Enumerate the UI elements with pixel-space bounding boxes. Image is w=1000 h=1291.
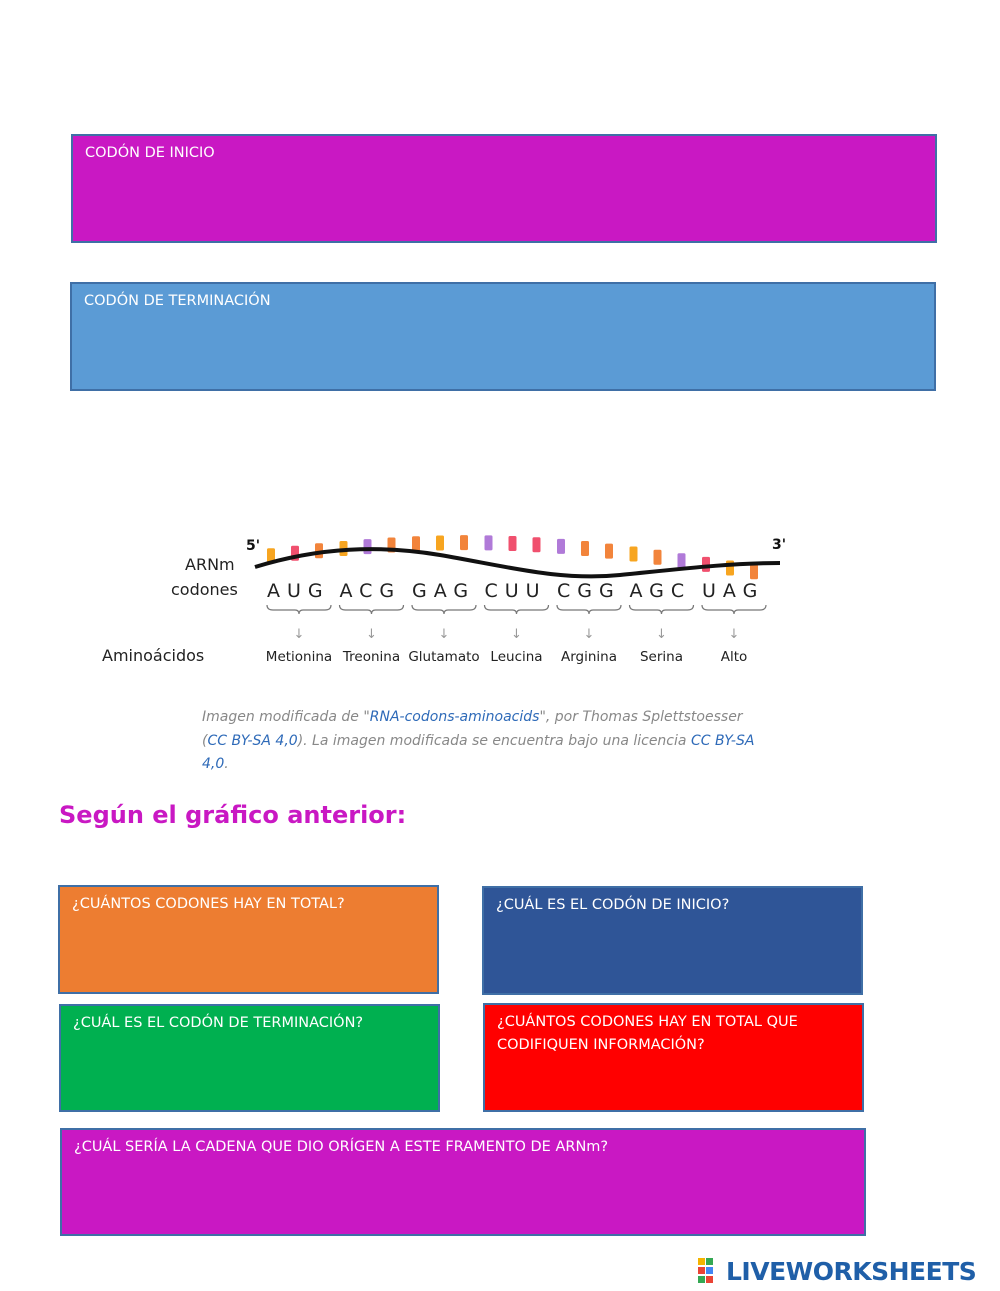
nucleotide-peg xyxy=(581,541,589,556)
arnm-label: ARNm xyxy=(185,555,235,574)
codon-label: ACG xyxy=(339,580,402,602)
caption-text-5: . xyxy=(224,756,229,772)
codon-label: CUU xyxy=(484,580,547,602)
codon-group xyxy=(408,580,479,665)
codon-group xyxy=(557,580,621,665)
nucleotide-peg xyxy=(630,547,638,562)
codones-label: codones xyxy=(171,580,238,599)
codon-brace xyxy=(702,605,766,614)
codon-group xyxy=(630,580,694,665)
arrow-down-icon: ↓ xyxy=(728,627,740,642)
codon-terminacion-answer-box[interactable] xyxy=(70,282,936,391)
nucleotide-peg xyxy=(485,535,493,550)
caption-text-1: Imagen modificada de " xyxy=(202,709,370,725)
nucleotide-peg xyxy=(509,536,517,551)
three-prime-label: 3' xyxy=(772,537,787,553)
nucleotide-peg xyxy=(678,553,686,568)
amino-acid-label: Glutamato xyxy=(408,649,480,665)
codon-label: UAG xyxy=(702,580,765,602)
question-start-codon-box[interactable] xyxy=(482,886,863,995)
amino-acid-label: Leucina xyxy=(490,649,543,665)
question-coding-codons-line2: CODIFIQUEN INFORMACIÓN? xyxy=(497,1037,705,1053)
codon-brace xyxy=(557,605,621,614)
question-template-strand-box[interactable] xyxy=(60,1128,866,1236)
question-coding-codons-line1: ¿CUÁNTOS CODONES HAY EN TOTAL QUE xyxy=(497,1014,798,1030)
section-heading: Según el gráfico anterior: xyxy=(59,801,407,829)
aminoacidos-label: Aminoácidos xyxy=(102,646,205,665)
nucleotide-peg xyxy=(557,539,565,554)
question-stop-codon-label: ¿CUÁL ES EL CODÓN DE TERMINACIÓN? xyxy=(73,1015,364,1031)
nucleotide-peg xyxy=(364,539,372,554)
codon-label: GAG xyxy=(412,580,476,602)
arrow-down-icon: ↓ xyxy=(583,627,595,642)
mrna-strand xyxy=(255,549,780,576)
codon-brace xyxy=(485,605,549,614)
codon-terminacion-label: CODÓN DE TERMINACIÓN xyxy=(84,293,271,309)
codon-brace xyxy=(412,605,476,614)
amino-acid-label: Treonina xyxy=(342,649,401,665)
question-total-codons-label: ¿CUÁNTOS CODONES HAY EN TOTAL? xyxy=(72,896,345,912)
amino-acid-label: Alto xyxy=(720,649,748,665)
codon-brace xyxy=(267,605,331,614)
question-start-codon-label: ¿CUÁL ES EL CODÓN DE INICIO? xyxy=(496,897,730,913)
amino-acid-label: Arginina xyxy=(560,649,618,665)
codon-group xyxy=(702,580,766,665)
caption-text-4: ). La imagen modificada se encuentra bajo una licencia xyxy=(297,732,691,749)
liveworksheets-logo xyxy=(698,1255,976,1287)
mrna-codons-diagram xyxy=(90,525,810,685)
caption-text-2: ", por Thomas Splettstoesser xyxy=(539,709,743,725)
arrow-down-icon: ↓ xyxy=(511,627,522,642)
caption-text-3: ( xyxy=(202,732,208,749)
amino-acid-label: Serina xyxy=(639,649,684,665)
caption-link-license-2[interactable]: CC BY-SA 4,0 xyxy=(202,732,755,772)
arrow-down-icon: ↓ xyxy=(438,627,450,642)
question-template-strand-label: ¿CUÁL SERÍA LA CADENA QUE DIO ORÍGEN A ESTE FRAMENTO DE ARNm? xyxy=(74,1139,609,1155)
liveworksheets-wordmark: LIVEWORKSHEETS xyxy=(726,1256,977,1286)
nucleotide-peg xyxy=(436,535,444,550)
codon-brace xyxy=(630,605,694,614)
codon-label: AUG xyxy=(267,580,330,602)
nucleotide-peg xyxy=(750,564,758,579)
codon-label: CGG xyxy=(557,580,621,602)
codon-group xyxy=(266,580,332,665)
arrow-down-icon: ↓ xyxy=(656,627,667,642)
nucleotide-peg xyxy=(412,536,420,551)
question-coding-codons-box[interactable] xyxy=(483,1003,864,1112)
codon-group xyxy=(340,580,404,665)
nucleotide-peg xyxy=(533,537,541,552)
codon-group xyxy=(485,580,549,665)
question-total-codons-box[interactable] xyxy=(58,885,439,994)
liveworksheets-logo-icon xyxy=(698,1258,722,1284)
arrow-down-icon: ↓ xyxy=(366,627,377,642)
question-stop-codon-box[interactable] xyxy=(59,1004,440,1112)
nucleotide-peg xyxy=(605,544,613,559)
codon-label: AGC xyxy=(629,580,692,602)
codon-brace xyxy=(340,605,404,614)
caption-link-license-1[interactable]: CC BY-SA 4,0 xyxy=(207,732,298,749)
nucleotide-peg xyxy=(654,550,662,565)
codon-inicio-answer-box[interactable] xyxy=(71,134,937,243)
codon-inicio-label: CODÓN DE INICIO xyxy=(85,145,215,161)
amino-acid-label: Metionina xyxy=(265,649,333,665)
caption-link-source[interactable]: RNA-codons-aminoacids xyxy=(369,709,540,725)
nucleotide-peg xyxy=(460,535,468,550)
five-prime-label: 5' xyxy=(246,538,261,554)
image-caption xyxy=(202,706,772,777)
arrow-down-icon: ↓ xyxy=(293,627,305,642)
